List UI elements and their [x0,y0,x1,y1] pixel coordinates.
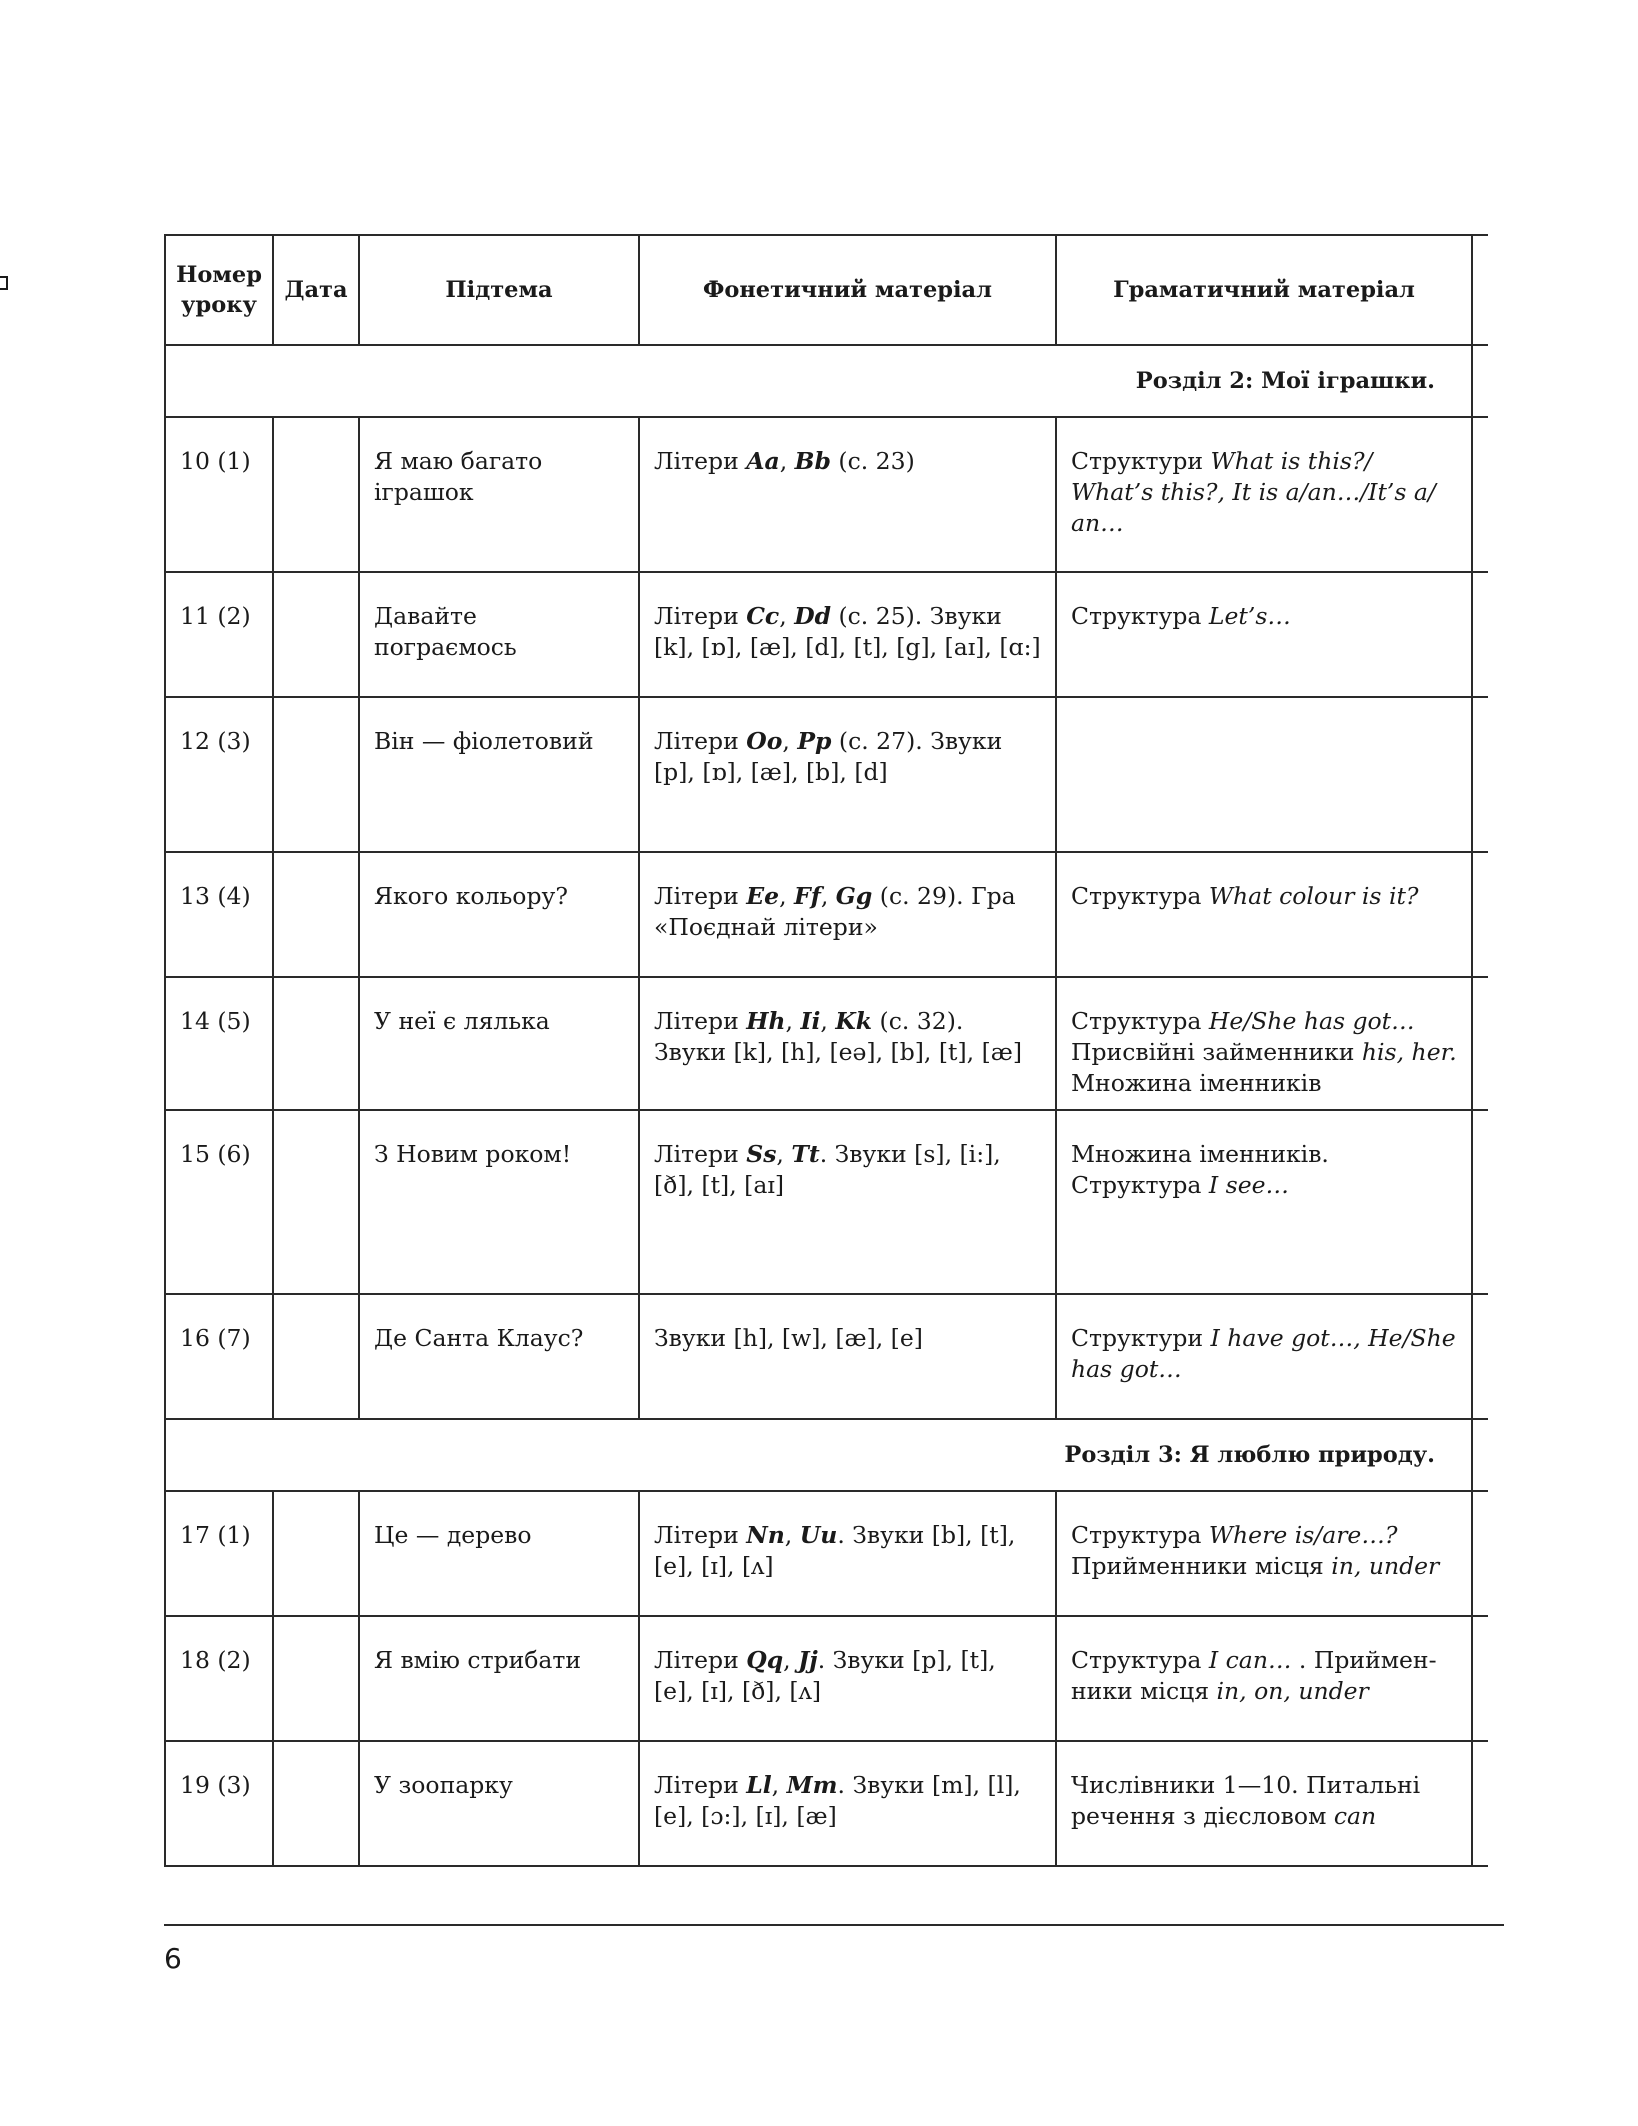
phonetic-material-cell [639,572,1056,697]
lesson-number-cell: 15 (6) [165,1110,273,1294]
text-segment: Множина іменників [1071,1069,1322,1097]
date-cell [273,1491,359,1616]
cut-cell [1472,1419,1488,1491]
table-row [165,572,1488,697]
table-row [165,852,1488,977]
text-segment: I can… [1208,1646,1292,1674]
cut-cell [1472,697,1488,852]
text-segment: Структура [1071,1646,1209,1674]
text-segment: Cc [746,602,780,630]
text-segment: , [785,1007,801,1035]
lesson-plan-table [164,234,1488,1867]
text-segment: Dd [794,602,831,630]
grammar-material-cell [1056,1491,1472,1616]
text-segment: I see… [1208,1171,1290,1199]
subtopic-cell: Де Санта Клаус? [359,1294,639,1419]
table-row [165,417,1488,572]
grammar-material-cell [1056,1110,1472,1294]
text-segment: (с. 27). Звуки [p], [ɒ], [æ], [b], [d] [654,727,1003,786]
subtopic-cell: У зоопарку [359,1741,639,1866]
text-segment: . Звуки [m], [l], [e], [ɔ:], [ɪ], [æ] [654,1771,1021,1830]
subtopic-cell: Я вмію стрибати [359,1616,639,1741]
grammar-material-cell [1056,1741,1472,1866]
section-row [165,1419,1488,1491]
lesson-number-cell: 13 (4) [165,852,273,977]
lesson-number-cell: 14 (5) [165,977,273,1110]
grammar-material-cell [1056,1616,1472,1741]
subtopic-cell: Давайте пограємось [359,572,639,697]
subtopic-cell: Це — дерево [359,1491,639,1616]
table-row [165,697,1488,852]
text-segment: , [779,602,795,630]
date-cell [273,697,359,852]
text-segment: He/She has got… [1208,1007,1415,1035]
text-segment: (с. 32). Звуки [k], [h], [eə], [b], [t], [æ] [654,1007,1023,1066]
date-cell [273,977,359,1110]
text-segment: . Звуки [p], [t], [e], [ɪ], [ð], [ʌ] [654,1646,996,1705]
text-segment: (с. 25). Звуки [k], [ɒ], [æ], [d], [t], [g], [aɪ], [ɑ:] [654,602,1041,661]
date-cell [273,1616,359,1741]
text-segment: Ii [800,1007,821,1035]
page-number: 6 [164,1942,182,1975]
lesson-number-cell: 18 (2) [165,1616,273,1741]
subtopic-cell: Якого кольору? [359,852,639,977]
date-cell [273,417,359,572]
table-row [165,1294,1488,1419]
text-segment: Oo [746,727,783,755]
header-lesson-number: Номер уроку [165,235,273,345]
phonetic-material-cell [639,1491,1056,1616]
text-segment: Uu [799,1521,838,1549]
lesson-number-cell: 10 (1) [165,417,273,572]
text-segment: . Звуки [s], [i:], [ð], [t], [aɪ] [654,1140,1001,1199]
text-segment: Літери [654,1007,747,1035]
cut-cell [1472,977,1488,1110]
text-segment: Aa [746,447,780,475]
table-body [165,345,1488,1866]
text-segment: in, under [1331,1552,1440,1580]
table-header-row [165,235,1488,345]
phonetic-material-cell [639,417,1056,572]
text-segment: Літери [654,602,747,630]
text-segment: can [1333,1802,1377,1830]
text-segment: Структури [1071,447,1211,475]
crop-marker [0,276,8,290]
text-segment: . Звуки [b], [t], [e], [ɪ], [ʌ] [654,1521,1016,1580]
header-subtopic: Підтема [359,235,639,345]
lesson-number-cell: 16 (7) [165,1294,273,1419]
phonetic-material-cell [639,1616,1056,1741]
cut-cell [1472,1110,1488,1294]
cut-cell [1472,1491,1488,1616]
grammar-material-cell [1056,572,1472,697]
text-segment: Jj [798,1646,818,1674]
lesson-number-cell: 17 (1) [165,1491,273,1616]
grammar-material-cell [1056,417,1472,572]
lesson-number-cell: 12 (3) [165,697,273,852]
table-row [165,977,1488,1110]
text-segment: , [783,1646,799,1674]
phonetic-material-cell [639,1110,1056,1294]
text-segment: , [779,882,795,910]
text-segment: Літери [654,1521,747,1549]
cut-cell [1472,572,1488,697]
text-segment: Структура [1071,882,1209,910]
text-segment: What is this?/ What’s this?, It is a/an…/It’s a/ an… [1071,447,1436,537]
text-segment: Літери [654,1646,747,1674]
phonetic-material-cell [639,1294,1056,1419]
cut-cell [1472,417,1488,572]
text-segment: Kk [835,1007,873,1035]
text-segment: Let’s… [1208,602,1291,630]
text-segment: I have got…, He/She has got… [1071,1324,1456,1383]
header-date: Дата [273,235,359,345]
date-cell [273,852,359,977]
text-segment: , [776,1140,792,1168]
date-cell [273,1294,359,1419]
text-segment: Літери [654,1771,747,1799]
text-segment: Літери [654,882,747,910]
section-title: Розділ 3: Я люблю природу. [165,1419,1472,1491]
footer-rule [164,1924,1504,1926]
text-segment: Qq [746,1646,784,1674]
text-segment: Bb [794,447,831,475]
text-segment: Структури [1071,1324,1211,1352]
text-segment: Присвійні займенники [1071,1038,1362,1066]
text-segment: Where is/are…? [1208,1521,1398,1549]
phonetic-material-cell [639,852,1056,977]
date-cell [273,1110,359,1294]
lesson-number-cell: 11 (2) [165,572,273,697]
table-row [165,1616,1488,1741]
grammar-material-cell [1056,977,1472,1110]
subtopic-cell: Я маю багато іграшок [359,417,639,572]
text-segment: Звуки [h], [w], [æ], [e] [654,1324,923,1352]
subtopic-cell: З Новим роком! [359,1110,639,1294]
text-segment: Ff [794,882,821,910]
cut-cell [1472,1741,1488,1866]
table-row [165,1110,1488,1294]
subtopic-cell: Він — фіолетовий [359,697,639,852]
text-segment: in, on, under [1216,1677,1369,1705]
text-segment: What colour is it? [1208,882,1419,910]
text-segment: Tt [791,1140,820,1168]
text-segment: (с. 23) [830,447,915,475]
section-row [165,345,1488,417]
phonetic-material-cell [639,697,1056,852]
text-segment: Nn [746,1521,785,1549]
table-row [165,1741,1488,1866]
text-segment: , [779,447,795,475]
phonetic-material-cell [639,977,1056,1110]
text-segment: , [782,727,798,755]
text-segment: Pp [797,727,832,755]
text-segment: Ss [746,1140,777,1168]
cut-cell [1472,1294,1488,1419]
text-segment: Структура [1071,1521,1209,1549]
subtopic-cell: У неї є лялька [359,977,639,1110]
cut-cell [1472,345,1488,417]
grammar-material-cell [1056,1294,1472,1419]
lesson-number-cell: 19 (3) [165,1741,273,1866]
text-segment: , [820,882,836,910]
text-segment: , [771,1771,787,1799]
text-segment: Прийменники місця [1071,1552,1332,1580]
text-segment: (с. 29). Гра «Поєднай літери» [654,882,1016,941]
grammar-material-cell [1056,852,1472,977]
cut-cell [1472,1616,1488,1741]
text-segment: Структура [1071,1007,1209,1035]
text-segment: Структура [1071,602,1209,630]
section-title: Розділ 2: Мої іграшки. [165,345,1472,417]
phonetic-material-cell [639,1741,1056,1866]
date-cell [273,1741,359,1866]
date-cell [273,572,359,697]
text-segment: Gg [835,882,873,910]
text-segment: his, her. [1361,1038,1457,1066]
text-segment: Ee [746,882,780,910]
text-segment: . Приймен-ники місця [1071,1646,1437,1705]
header-phonetic-material: Фонетичний матеріал [639,235,1056,345]
text-segment: Літери [654,447,747,475]
text-segment: Ll [746,1771,772,1799]
grammar-material-cell [1056,697,1472,852]
text-segment: Hh [746,1007,786,1035]
text-segment: Літери [654,1140,747,1168]
header-grammar-material: Граматичний матеріал [1056,235,1472,345]
cut-cell [1472,852,1488,977]
text-segment: , [784,1521,800,1549]
text-segment: Множина іменників. Структура [1071,1140,1329,1199]
table-row [165,1491,1488,1616]
text-segment: Числівники 1—10. Питальні речення з дієсловом [1071,1771,1421,1830]
text-segment: , [820,1007,836,1035]
text-segment: Літери [654,727,747,755]
header-cut-column [1472,235,1488,345]
text-segment: Mm [786,1771,838,1799]
